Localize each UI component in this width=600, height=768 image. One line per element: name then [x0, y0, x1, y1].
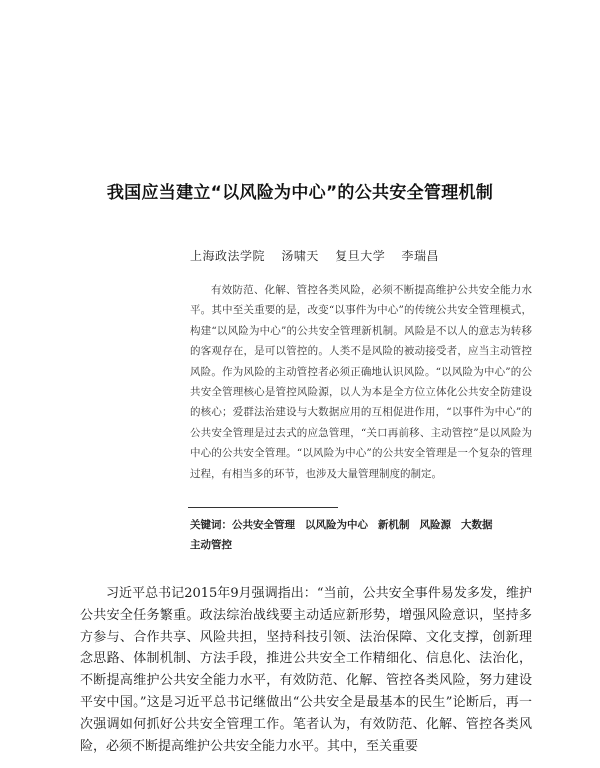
abstract-paragraph: 有效防范、化解、管控各类风险，必须不断提高维护公共安全能力水平。其中至关重要的是，改变“以事件为中心”的传统公共安全管理模式，构建“以风险为中心”的公共安全管理新机制。风险是不以人的意志为转移的客观存在，是可以管控的。人类不是风险的被动接受者，应当主动管控风险。作为风险的主动管控者必须正确地认识风险。“以风险为中心”的公共安全管理核心是管控风险源，以人为本是全方位立体化公共安全防建设的核心；爱群法治建设与大数据应用的互相促进作用，“以事件为中心”的公共安全管理是过去式的应急管理，“关口再前移、主动管控”是以风险为中心的公共安全管理。“以风险为中心”的公共安全管理是一个复杂的管理过程，有相当多的环节，也涉及大量管理制度的制定。: [190, 284, 532, 480]
keyword: 公共安全管理: [232, 519, 295, 531]
separator-rule: [188, 507, 338, 508]
keyword: 风险源: [419, 519, 451, 531]
keyword: 大数据: [461, 519, 493, 531]
body-paragraph: 习近平总书记2015年9月强调指出：“当前，公共安全事件易发多发，维护公共安全任务繁重。政法综治战线要主动适应新形势，增强风险意识，坚持多方参与、合作共享、风险共担，坚持科技引领、法治保障、文化支撑，创新理念思路、体制机制、方法手段，推进公共安全工作精细化、信息化、法治化，不断提高维护公共安全能力水平，有效防范、化解、管控各类风险，努力建设平安中国。”这是习近平总书记继做出“公共安全是最基本的民生”论断后，再一次强调如何抓好公共安全管理工作。笔者认为，有效防范、化解、管控各类风险，必须不断提高维护公共安全能力水平。其中，至关重要: [80, 586, 532, 754]
author-name-1: 汤啸天: [281, 249, 319, 263]
keyword: 新机制: [378, 519, 410, 531]
keywords-block: [190, 515, 540, 555]
keyword: 主动管控: [190, 539, 232, 551]
author-line: [190, 247, 451, 264]
keyword: 以风险为中心: [305, 519, 368, 531]
article-title: 我国应当建立“以风险为中心”的公共安全管理机制: [106, 183, 494, 203]
author-affiliation-1: 上海政法学院: [190, 249, 266, 263]
author-name-2: 李瑞昌: [401, 249, 440, 263]
keywords-label: 关键词：: [190, 519, 232, 531]
author-affiliation-2: 复旦大学: [335, 249, 386, 263]
